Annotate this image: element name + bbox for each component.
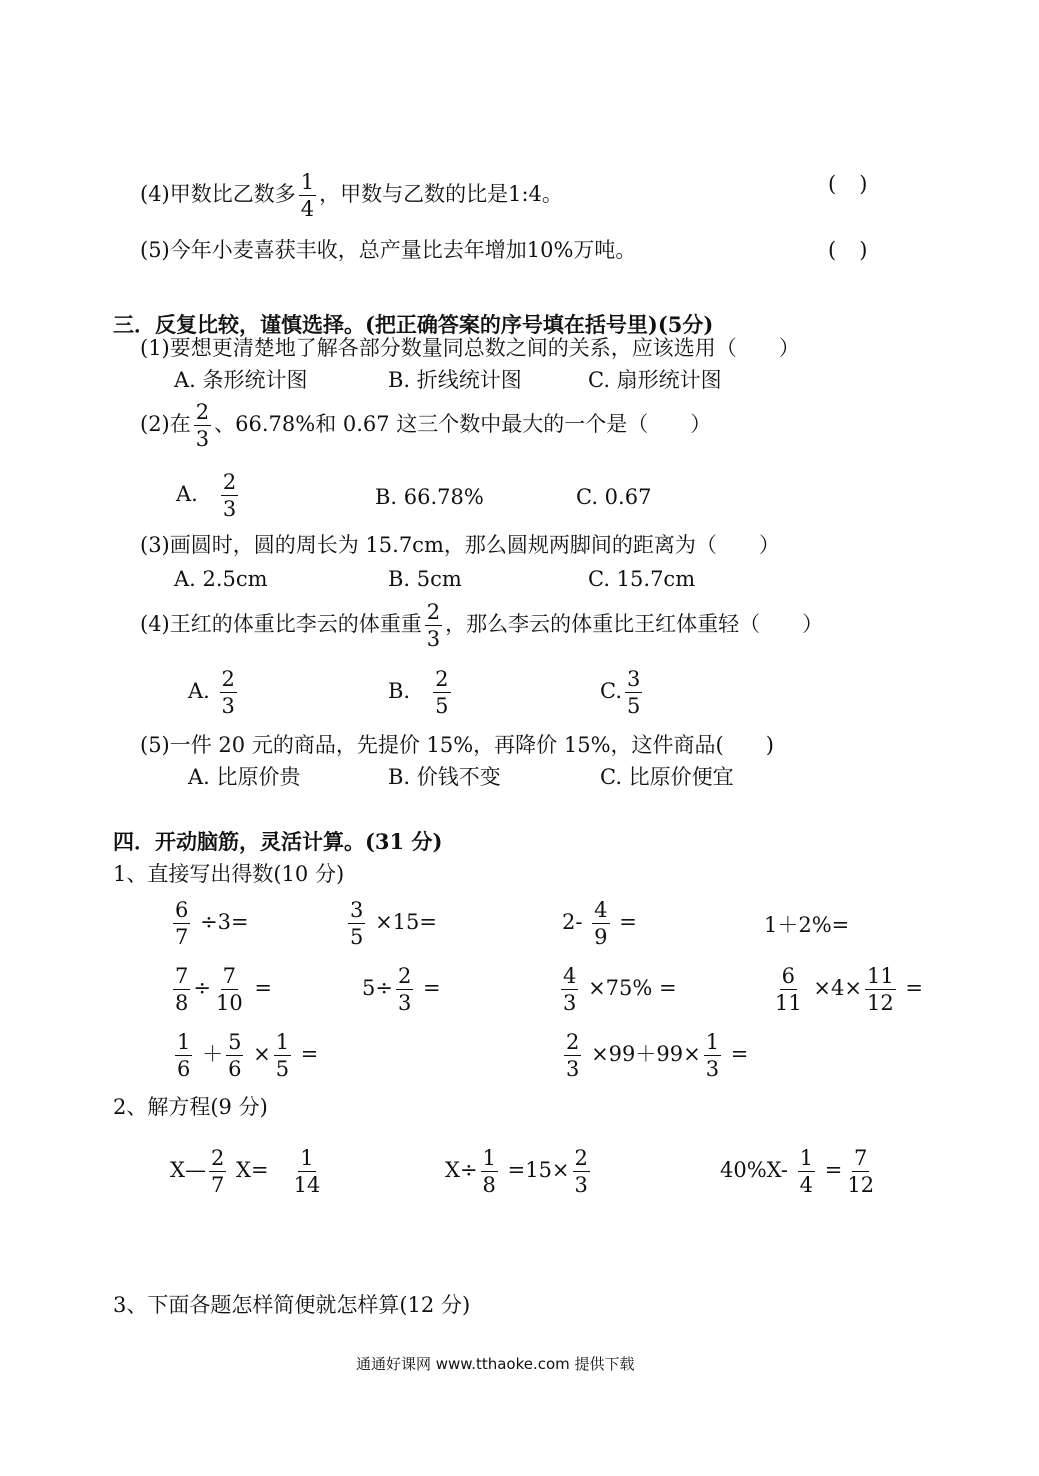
- q3-option-b: B. 5cm: [388, 567, 462, 591]
- calc-r3-b: $\frac{2}{3}$ ×99＋99× $\frac{1}{3}$ =: [566, 1030, 749, 1081]
- calc-r2-a: $\frac{7}{8}$ ÷ $\frac{7}{10}$ =: [175, 964, 273, 1015]
- fraction: $\frac{2}{3}$: [426, 600, 441, 651]
- q5-option-c: C. 比原价便宜: [600, 765, 734, 789]
- judge-item-4: (4)甲数比乙数多 $\frac{1}{4}$ ，甲数与乙数的比是1:4。: [140, 170, 563, 221]
- fraction: $\frac{3}{5}$: [627, 667, 641, 718]
- q2-option-a: A. $\frac{2}{3}$: [176, 470, 237, 521]
- equation-b: X÷ $\frac{1}{8}$ =15× $\frac{2}{3}$: [445, 1146, 588, 1197]
- subsection-3: 3、下面各题怎样简便就怎样算(12 分): [113, 1293, 471, 1317]
- equation-c: 40%X- $\frac{1}{4}$ = $\frac{7}{12}$: [720, 1146, 875, 1197]
- q4-option-a: A. $\frac{2}{3}$: [188, 667, 235, 718]
- q2-option-c: C. 0.67: [576, 485, 652, 509]
- q3-option-c: C. 15.7cm: [588, 567, 696, 591]
- q2-option-b: B. 66.78%: [375, 485, 484, 509]
- section-4-heading: 四．开动脑筋，灵活计算。(31 分): [113, 829, 443, 854]
- fraction: $\frac{2}{5}$: [435, 667, 449, 718]
- q3-option-a: A. 2.5cm: [174, 567, 268, 591]
- answer-blank[interactable]: ( ): [828, 238, 869, 262]
- q1-stem: (1)要想更清楚地了解各部分数量同总数之间的关系，应该选用（ ）: [140, 336, 800, 360]
- calc-r2-b: 5÷ $\frac{2}{3}$ =: [362, 964, 441, 1015]
- q5-option-a: A. 比原价贵: [188, 765, 301, 789]
- q5-option-b: B. 价钱不变: [388, 765, 501, 789]
- calc-r1-a: $\frac{6}{7}$ ÷3=: [175, 898, 249, 949]
- footer-watermark: 通通好课网 www.tthaoke.com 提供下载: [356, 1355, 635, 1373]
- subsection-2: 2、解方程(9 分): [113, 1095, 268, 1119]
- q5-stem: (5)一件 20 元的商品，先提价 15%，再降价 15%，这件商品( ): [140, 733, 774, 757]
- q1-option-b: B. 折线统计图: [388, 368, 522, 392]
- subsection-1: 1、直接写出得数(10 分): [113, 862, 345, 886]
- q3-stem: (3)画圆时，圆的周长为 15.7cm，那么圆规两脚间的距离为（ ）: [140, 533, 780, 557]
- calc-r2-d: $\frac{6}{11}$ ×4× $\frac{11}{12}$ =: [775, 964, 924, 1015]
- fraction: $\frac{2}{3}$: [222, 470, 237, 521]
- q1-option-a: A. 条形统计图: [174, 368, 308, 392]
- calc-r1-c: 2- $\frac{4}{9}$ =: [562, 898, 637, 949]
- fraction: $\frac{1}{4}$: [300, 170, 315, 221]
- q2-stem: (2)在 $\frac{2}{3}$ 、66.78%和 0.67 这三个数中最大的一个是（ ）: [140, 400, 712, 451]
- q4-stem: (4)王红的体重比李云的体重重 $\frac{2}{3}$ ，那么李云的体重比王红体重轻（ ）: [140, 600, 824, 651]
- q4-option-b: B. $\frac{2}{5}$: [388, 667, 449, 718]
- section-3-heading: 三．反复比较，谨慎选择。(把正确答案的序号填在括号里)(5分): [113, 312, 714, 337]
- calc-r1-b: $\frac{3}{5}$ ×15=: [350, 898, 437, 949]
- equation-a: X— $\frac{2}{7}$ X= $\frac{1}{14}$: [170, 1146, 321, 1197]
- q4-option-c: C. $\frac{3}{5}$: [600, 667, 641, 718]
- calc-r3-a: $\frac{1}{6}$ ＋ $\frac{5}{6}$ × $\frac{1}{5}$ =: [177, 1030, 319, 1081]
- fraction: $\frac{2}{3}$: [195, 400, 210, 451]
- calc-r1-d: 1＋2%=: [764, 913, 850, 937]
- calc-r2-c: $\frac{4}{3}$ ×75% =: [563, 964, 677, 1015]
- q1-option-c: C. 扇形统计图: [588, 368, 722, 392]
- fraction: $\frac{2}{3}$: [221, 667, 235, 718]
- answer-blank[interactable]: ( ): [828, 172, 869, 196]
- judge-item-5: (5)今年小麦喜获丰收，总产量比去年增加10%万吨。: [140, 238, 637, 262]
